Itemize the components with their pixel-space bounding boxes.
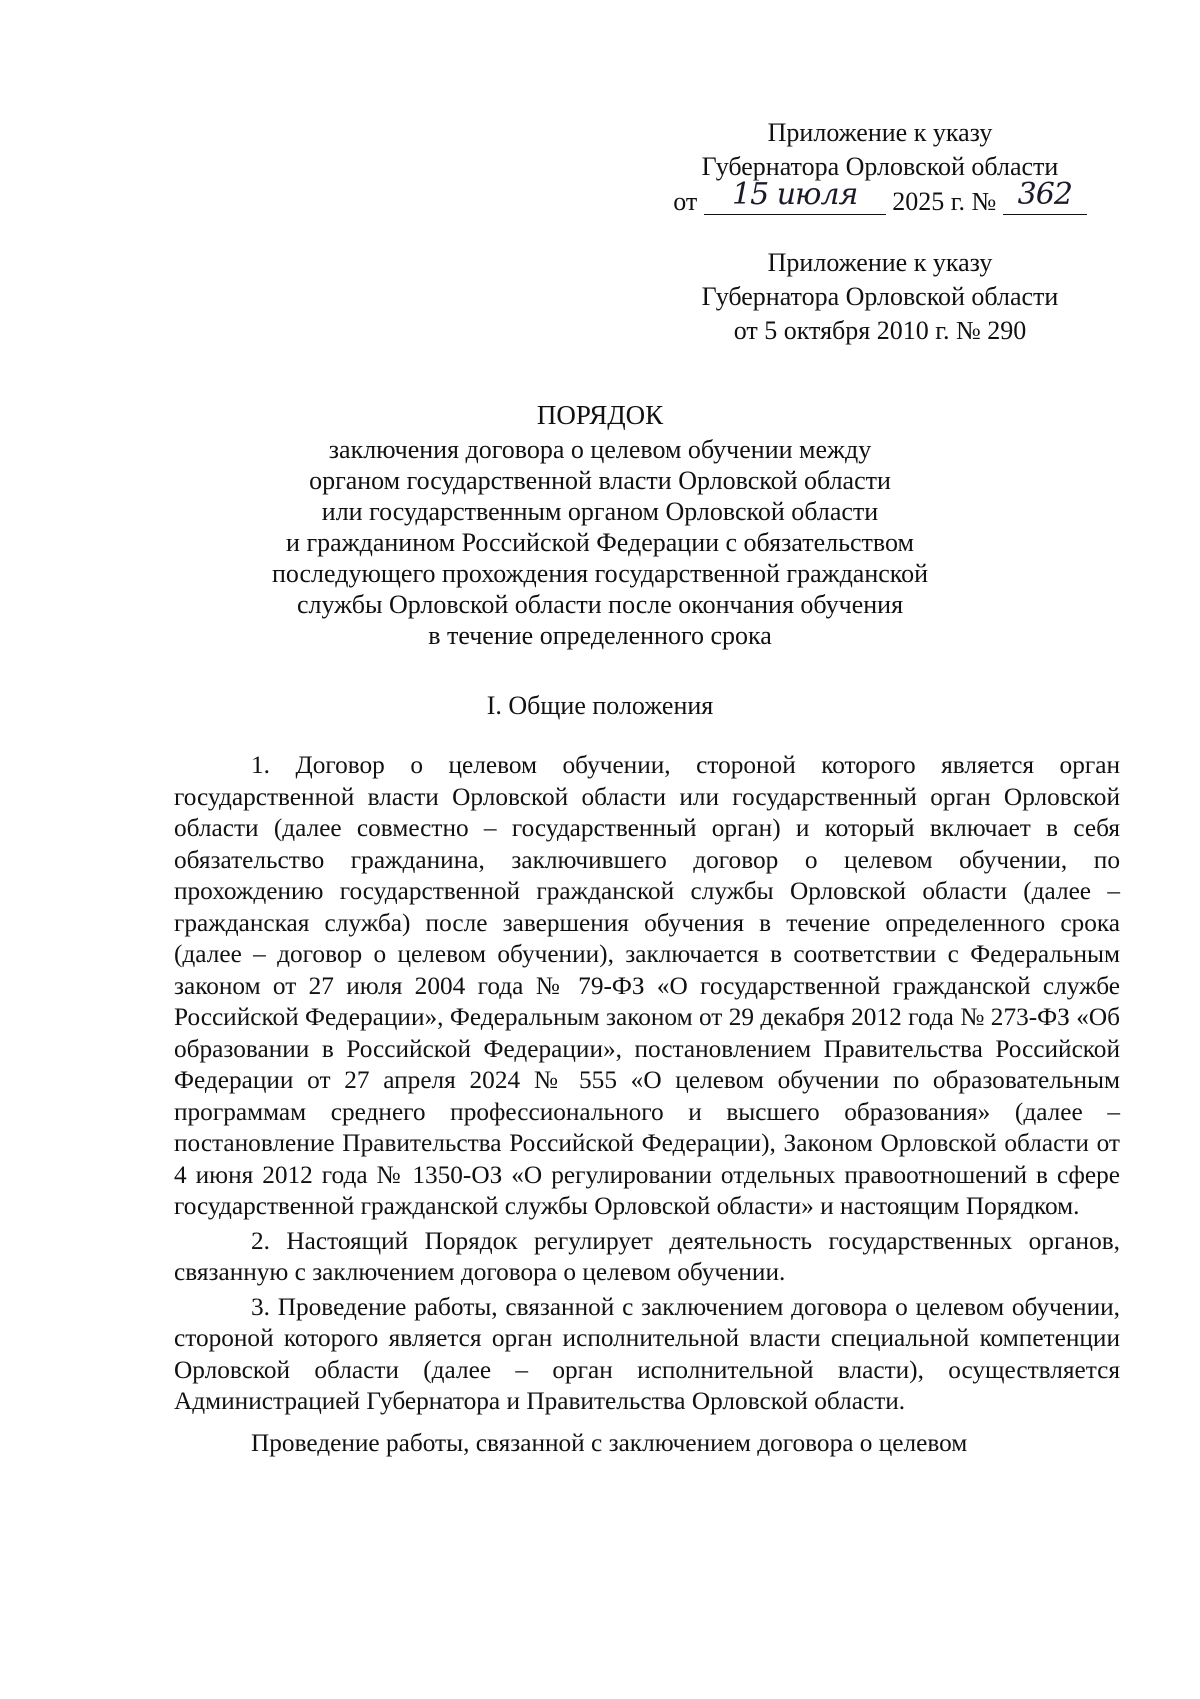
title-line: службы Орловской области после окончания обучения: [296, 590, 904, 619]
appendix-line: Приложение к указу: [767, 248, 993, 277]
title-line: органом государственной власти Орловской области: [309, 466, 891, 495]
appendix-header-current: [660, 116, 1100, 219]
section-heading: I. Общие положения: [486, 691, 714, 720]
handwritten-number-field: [1003, 177, 1087, 215]
handwritten-date: 15 июля: [732, 177, 858, 212]
date-prefix: от: [673, 187, 698, 216]
document-title: [180, 400, 1020, 651]
handwritten-number: 362: [1017, 177, 1072, 212]
document-body: [174, 750, 1120, 1462]
appendix-header-original: [660, 246, 1100, 348]
title-line: или государственным органом Орловской области: [321, 497, 879, 526]
paragraph: Проведение работы, связанной с заключением договора о целевом: [251, 1428, 968, 1457]
appendix-line: Губернатора Орловской области: [701, 152, 1059, 181]
paragraph: 1. Договор о целевом обучении, стороной которого является орган государственной власти Орловской области или государственный орган Орловской области (далее совместно – государственный орган) и который включает в себя обязательство гражданина, заключившего договор о целевом обучении, по прохождению государственной гражданской службы Орловской области (далее – гражданская служба) после завершения обучения в течение определенного срока (далее – договор о целевом обучении), заключается в соответствии с Федеральным законом от 27 июля 2004 года № 79-ФЗ «О государственной гражданской службе Российской Федерации», Федеральным законом от 29 декабря 2012 года № 273-ФЗ «Об образовании в Российской Федерации», постановлением Правительства Российской Федерации от 27 апреля 2024 № 555 «О целевом обучении по образовательным программам среднего профессионального и высшего образования» (далее – постановление Правительства Российской Федерации), Законом Орловской области от 4 июня 2012 года № 1350-ОЗ «О регулировании отдельных правоотношений в сфере государственной гражданской службы Орловской области» и настоящим Порядком.: [174, 751, 1120, 1220]
title-heading: ПОРЯДОК: [536, 400, 664, 430]
paragraph: 2. Настоящий Порядок регулирует деятельность государственных органов, связанную с заключением договора о целевом обучении.: [174, 1226, 1120, 1286]
title-line: в течение определенного срока: [428, 621, 772, 650]
paragraph: 3. Проведение работы, связанной с заключением договора о целевом обучении, стороной которого является орган исполнительной власти специальной компетенции Орловской области (далее – орган исполнительной власти), осуществляется Администрацией Губернатора и Правительства Орловской области.: [174, 1292, 1120, 1415]
handwritten-date-field: [704, 177, 886, 215]
appendix-line: от 5 октября 2010 г. № 290: [733, 316, 1027, 345]
title-line: заключения договора о целевом обучении между: [328, 435, 872, 464]
title-line: последующего прохождения государственной гражданской: [271, 559, 929, 588]
appendix-line: Губернатора Орловской области: [701, 282, 1059, 311]
appendix-line: Приложение к указу: [767, 118, 993, 147]
title-line: и гражданином Российской Федерации с обязательством: [286, 528, 914, 557]
appendix-date-line: [660, 177, 1100, 219]
date-year: 2025 г. №: [892, 187, 997, 216]
